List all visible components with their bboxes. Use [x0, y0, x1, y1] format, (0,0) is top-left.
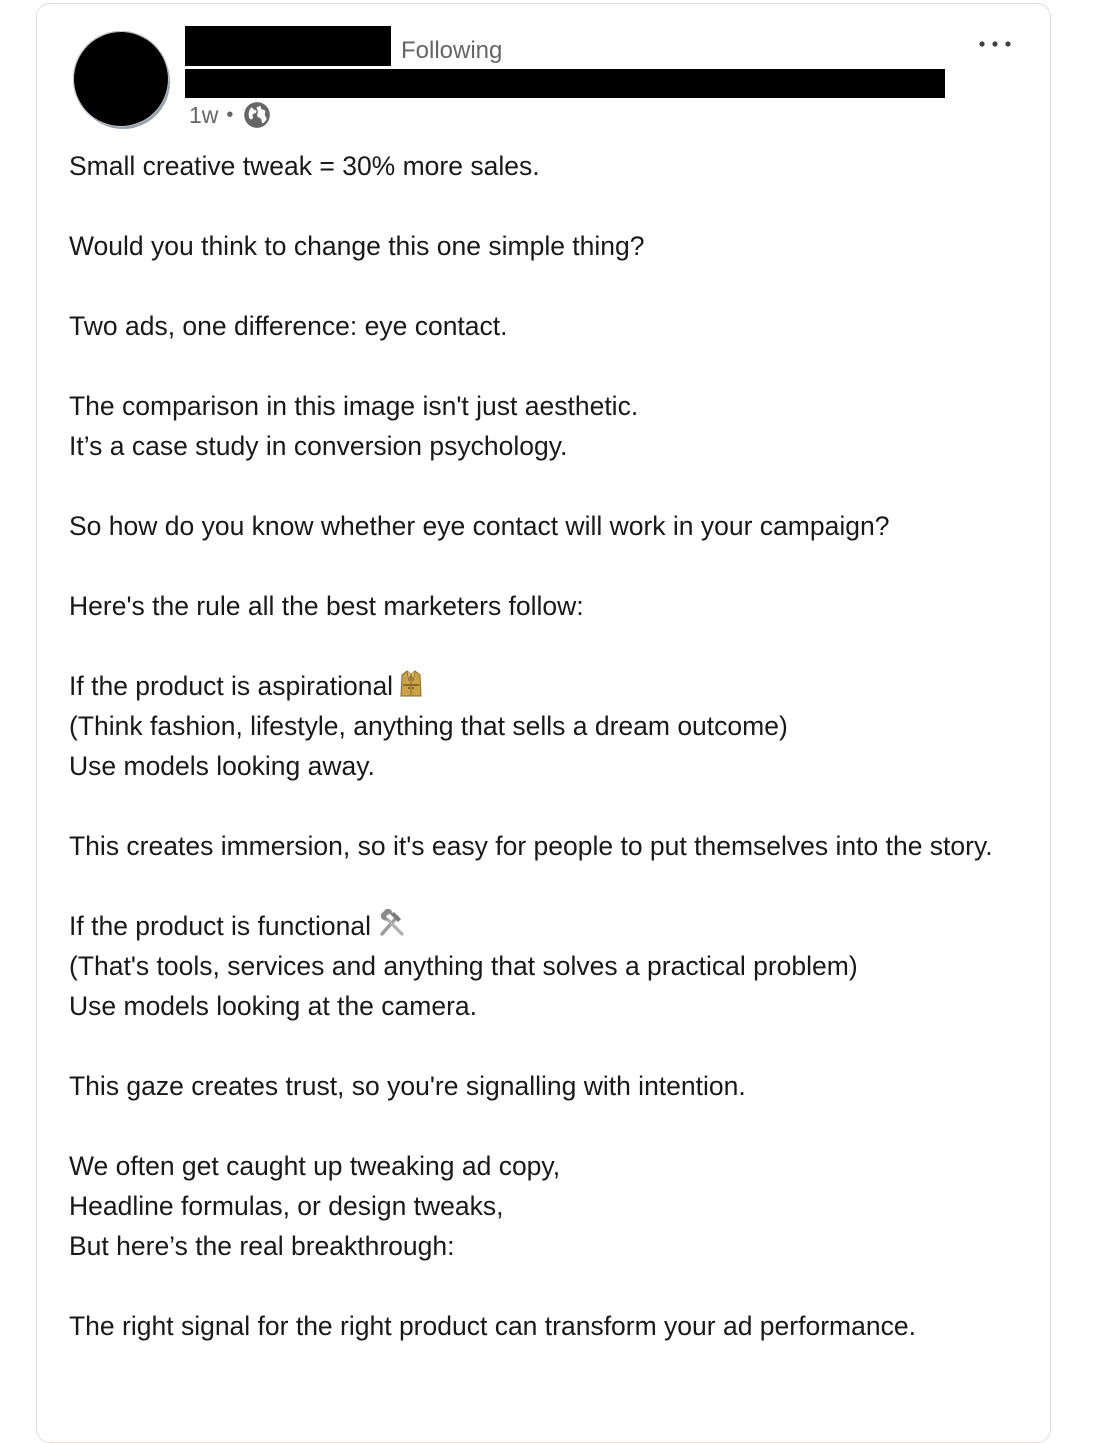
post-line: But here’s the real breakthrough:: [69, 1231, 455, 1261]
ellipsis-icon: [978, 40, 1012, 48]
globe-icon: [243, 101, 271, 129]
post-paragraph: [69, 1146, 1029, 1266]
post-line: [69, 906, 1029, 946]
post-line: Two ads, one difference: eye contact.: [69, 311, 508, 341]
post-paragraph: [69, 506, 1029, 546]
post-line: The comparison in this image isn't just aesthetic.: [69, 391, 639, 421]
post-paragraph: [69, 1066, 1029, 1106]
post-line: [69, 666, 1029, 706]
post-line: (That's tools, services and anything that solves a practical problem): [69, 951, 858, 981]
post-meta: [189, 100, 271, 130]
post-line: Use models looking at the camera.: [69, 991, 478, 1021]
post-paragraph: [69, 226, 1029, 266]
post-paragraph: [69, 586, 1029, 626]
post-paragraph: [69, 906, 1029, 1026]
post-line: Would you think to change this one simple thing?: [69, 231, 645, 261]
hammer-and-wrench-emoji: [377, 909, 407, 939]
author-name-redacted: [185, 26, 391, 66]
post-paragraph: [69, 386, 1029, 466]
post-line: Small creative tweak = 30% more sales.: [69, 151, 540, 181]
post-paragraph: [69, 1306, 1029, 1346]
coat-emoji: [399, 669, 423, 699]
meta-separator: •: [226, 103, 234, 126]
post-line: This creates immersion, so it's easy for people to put themselves into the story.: [69, 831, 993, 861]
following-status: Following: [401, 37, 503, 64]
post-paragraph: [69, 666, 1029, 786]
post-line: This gaze creates trust, so you're signalling with intention.: [69, 1071, 746, 1101]
post-line: So how do you know whether eye contact will work in your campaign?: [69, 511, 890, 541]
post-body: [69, 146, 1029, 1386]
post-line: Use models looking away.: [69, 751, 375, 781]
post-line: The right signal for the right product can transform your ad performance.: [69, 1311, 916, 1341]
post-paragraph: [69, 146, 1029, 186]
post-line-text: If the product is functional: [69, 911, 371, 941]
post-line: (Think fashion, lifestyle, anything that sells a dream outcome): [69, 711, 788, 741]
author-headline-redacted: [185, 69, 945, 98]
more-options-button[interactable]: [972, 24, 1018, 64]
post-paragraph: [69, 826, 1029, 866]
post-paragraph: [69, 306, 1029, 346]
post-line: We often get caught up tweaking ad copy,: [69, 1151, 561, 1181]
post-line: Here's the rule all the best marketers follow:: [69, 591, 584, 621]
post-time: 1w: [189, 101, 219, 128]
post-line: Headline formulas, or design tweaks,: [69, 1191, 504, 1221]
post-line: It’s a case study in conversion psychology.: [69, 431, 568, 461]
avatar[interactable]: [73, 31, 169, 127]
post-line-text: If the product is aspirational: [69, 671, 394, 701]
